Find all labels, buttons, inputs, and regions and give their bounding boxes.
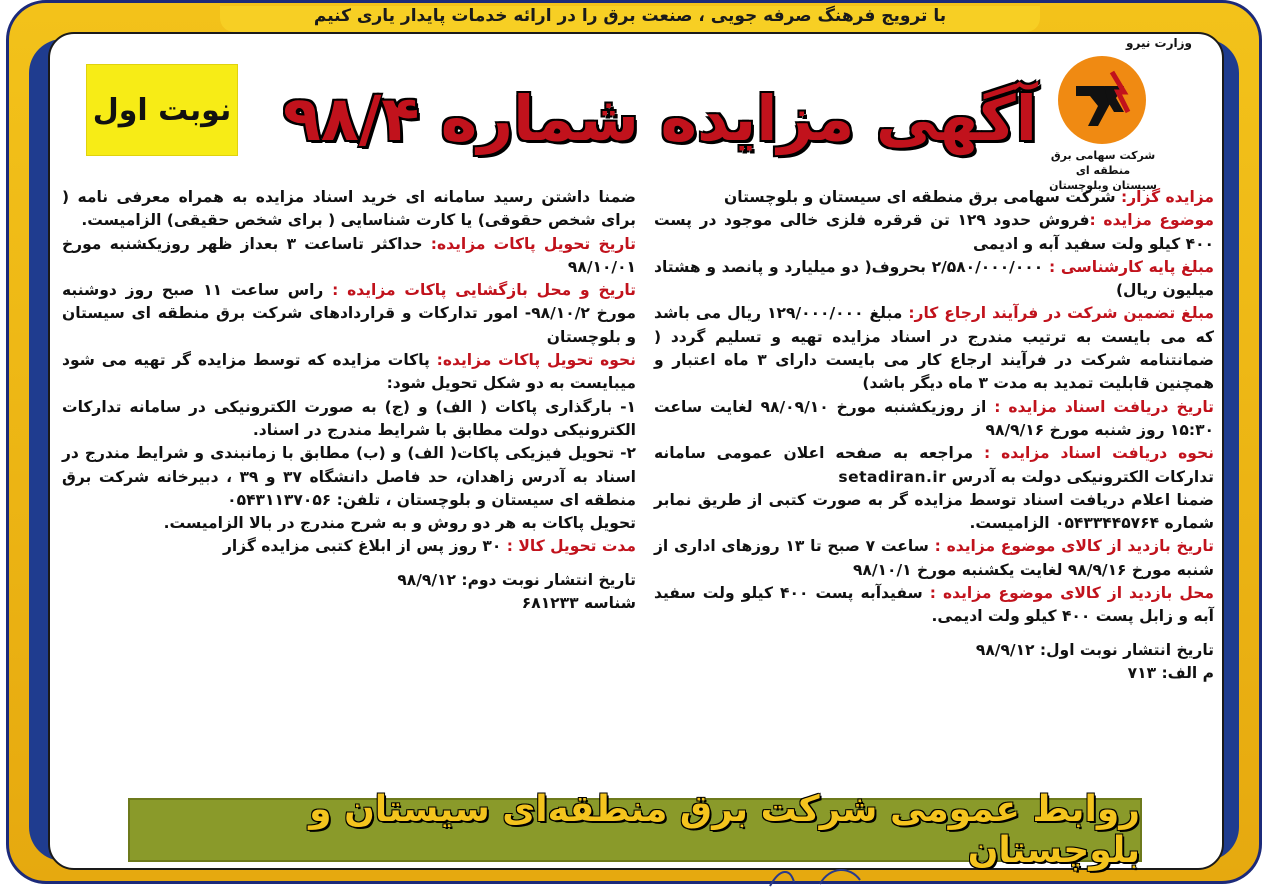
label-subject: موضوع مزایده : bbox=[1089, 211, 1214, 230]
label-delivery-method: نحوه تحویل پاکات مزایده: bbox=[436, 351, 636, 370]
paragraph-subject bbox=[654, 209, 1214, 256]
text-envelope-deadline: حداکثر تاساعت ۳ بعداز ظهر روزیکشنبه مورخ ۹۸/۱۰/۰۱ bbox=[62, 234, 636, 276]
company-name-line2: سیستان وبلوچستان bbox=[1049, 179, 1157, 192]
paragraph-option-2 bbox=[62, 442, 636, 512]
text-base-price: ۲/۵۸۰/۰۰۰/۰۰۰ بحروف( دو میلیارد و پانصد و هشتاد میلیون ریال) bbox=[654, 257, 1214, 300]
round-badge: نوبت اول bbox=[86, 64, 238, 156]
paragraph-delivery-method bbox=[62, 349, 636, 396]
reference-code: م الف: ۷۱۳ bbox=[1127, 663, 1214, 682]
label-visit-place: محل بازدید از کالای موضوع مزایده : bbox=[929, 584, 1214, 603]
label-guarantee: مبلغ تضمین شرکت در فرآیند ارجاع کار: bbox=[908, 304, 1214, 323]
text-doc-date: از روزیکشنبه مورخ ۹۸/۰۹/۱۰ لغایت ساعت ۱۵:۳۰ روز شنبه مورخ ۹۸/۹/۱۶ bbox=[654, 397, 1214, 439]
first-publication-date: تاریخ انتشار نوبت اول: ۹۸/۹/۱۲ bbox=[975, 640, 1214, 659]
paragraph-option-1 bbox=[62, 396, 636, 443]
text-opening: راس ساعت ۱۱ صبح روز دوشنبه مورخ ۹۸/۱۰/۲- امور تدارکات و قراردادهای شرکت برق منطقه ای سیستان و بلوچستان bbox=[62, 281, 636, 346]
text-guarantee: مبلغ ۱۲۹/۰۰۰/۰۰۰ ریال می باشد که می بایست به ترتیب مندرج در اسناد مزایده تهیه و تسلیم گردد ( ضمانتنامه شرکت در فرآیند ارجاع کار می بایست دارای ۳ ماه اعتبار و همچنین قابلیت تمدید به مدت ۳ ماه دیگر باشد) bbox=[654, 304, 1214, 393]
text-delivery-method: پاکات مزایده که توسط مزایده گر تهیه می شود میبایست به دو شکل تحویل شود: bbox=[62, 351, 636, 393]
paragraph-opening bbox=[62, 279, 636, 349]
paragraph-both-required bbox=[62, 512, 636, 535]
text-doc-method: مراجعه به صفحه اعلان عمومی سامانه تدارکات الکترونیکی دولت به آدرس bbox=[654, 444, 1214, 486]
left-column bbox=[62, 186, 636, 615]
label-doc-method: نحوه دریافت اسناد مزایده : bbox=[983, 444, 1214, 463]
paragraph-doc-date bbox=[654, 396, 1214, 443]
text-auctioneer: شرکت سهامی برق منطقه ای سیستان و بلوچستان bbox=[724, 188, 1122, 206]
label-delivery-time: مدت تحویل کالا : bbox=[506, 537, 636, 556]
company-name-line1: شرکت سهامی برق منطقه ای bbox=[1050, 149, 1156, 177]
handwritten-mark-icon bbox=[760, 862, 880, 890]
top-slogan: با ترویج فرهنگ صرفه جویی ، صنعت برق را در ارائه خدمات پایدار یاری کنیم bbox=[220, 6, 1040, 32]
paragraph-doc-method bbox=[654, 442, 1214, 489]
text-visit-place: سفیدآبه پست ۴۰۰ کیلو ولت سفید آبه و زابل پست ۴۰۰ کیلو ولت ادیمی. bbox=[654, 584, 1214, 626]
text-delivery-time: ۳۰ روز پس از ابلاغ کتبی مزایده گزار bbox=[222, 537, 507, 556]
text-option-1: ۱- بارگذاری پاکات ( الف) و (ج) به صورت الکترونیکی در سامانه تدارکات الکترونیکی دولت مطابق با شرایط مندرج در اسناد. bbox=[62, 397, 636, 439]
ministry-label: وزارت نیرو bbox=[1126, 36, 1192, 50]
website-link[interactable]: setadiran.ir bbox=[838, 467, 947, 486]
paragraph-delivery-time bbox=[62, 535, 636, 558]
footer-banner: روابط عمومی شرکت برق منطقه‌ای سیستان و بلوچستان bbox=[128, 798, 1142, 862]
text-subject: فروش حدود ۱۲۹ تن قرقره فلزی خالی موجود در پست ۴۰۰ کیلو ولت سفید آبه و ادیمی bbox=[654, 211, 1214, 253]
paragraph-envelope-deadline bbox=[62, 233, 636, 280]
label-doc-date: تاریخ دریافت اسناد مزایده : bbox=[994, 397, 1214, 416]
paragraph-guarantee bbox=[654, 302, 1214, 395]
label-envelope-deadline: تاریخ تحویل پاکات مزایده: bbox=[430, 234, 636, 253]
paragraph-receipt-note bbox=[62, 186, 636, 233]
ad-title: آگهی مزایده شماره ۹۸/۴ bbox=[283, 82, 1037, 155]
right-column bbox=[654, 186, 1214, 685]
company-logo-icon bbox=[1054, 52, 1150, 148]
label-opening: تاریخ و محل بازگشایی پاکات مزایده : bbox=[332, 281, 637, 300]
identifier-code: شناسه ۶۸۱۲۳۳ bbox=[521, 594, 636, 613]
paragraph-base-price bbox=[654, 256, 1214, 303]
label-auctioneer: مزایده گزار: bbox=[1121, 188, 1214, 206]
paragraph-visit-place bbox=[654, 582, 1214, 629]
label-visit-date: تاریخ بازدید از کالای موضوع مزایده : bbox=[934, 537, 1214, 556]
paragraph-visit-date bbox=[654, 535, 1214, 582]
text-option-2: ۲- تحویل فیزیکی پاکات( الف) و (ب) مطابق با زمانبندی و شرایط مندرج در اسناد به آدرس زاهدان، حد فاصل دانشگاه ۳۷ و ۳۹ ، دبیرخانه شرکت برق منطقه ای سیستان و بلوچستان ، تلفن: ۰۵۴۳۱۱۳۷۰۵۶ bbox=[62, 444, 636, 509]
text-receipt-note: ضمنا داشتن رسید سامانه ای خرید اسناد مزایده به همراه معرفی نامه ( برای شخص حقوقی) یا کارت شناسایی ( برای شخص حقیقی) الزامیست. bbox=[62, 188, 636, 230]
text-both-required: تحویل پاکات به هر دو روش و به شرح مندرج در بالا الزامیست. bbox=[163, 514, 636, 533]
text-visit-date: ساعت ۷ صبح تا ۱۳ روزهای اداری از شنبه مورخ ۹۸/۹/۱۶ لغایت یکشنبه مورخ ۹۸/۱۰/۱ bbox=[654, 537, 1214, 579]
paragraph-auctioneer bbox=[654, 186, 1214, 209]
second-publication-date: تاریخ انتشار نوبت دوم: ۹۸/۹/۱۲ bbox=[397, 570, 636, 589]
text-fax-notice: ضمنا اعلام دریافت اسناد توسط مزایده گر به صورت کتبی از طریق نمابر شماره ۰۵۴۳۳۴۴۵۷۶۴ الزامیست. bbox=[654, 490, 1214, 533]
label-base-price: مبلغ پایه کارشناسی : bbox=[1048, 257, 1214, 276]
paragraph-fax-notice bbox=[654, 489, 1214, 536]
